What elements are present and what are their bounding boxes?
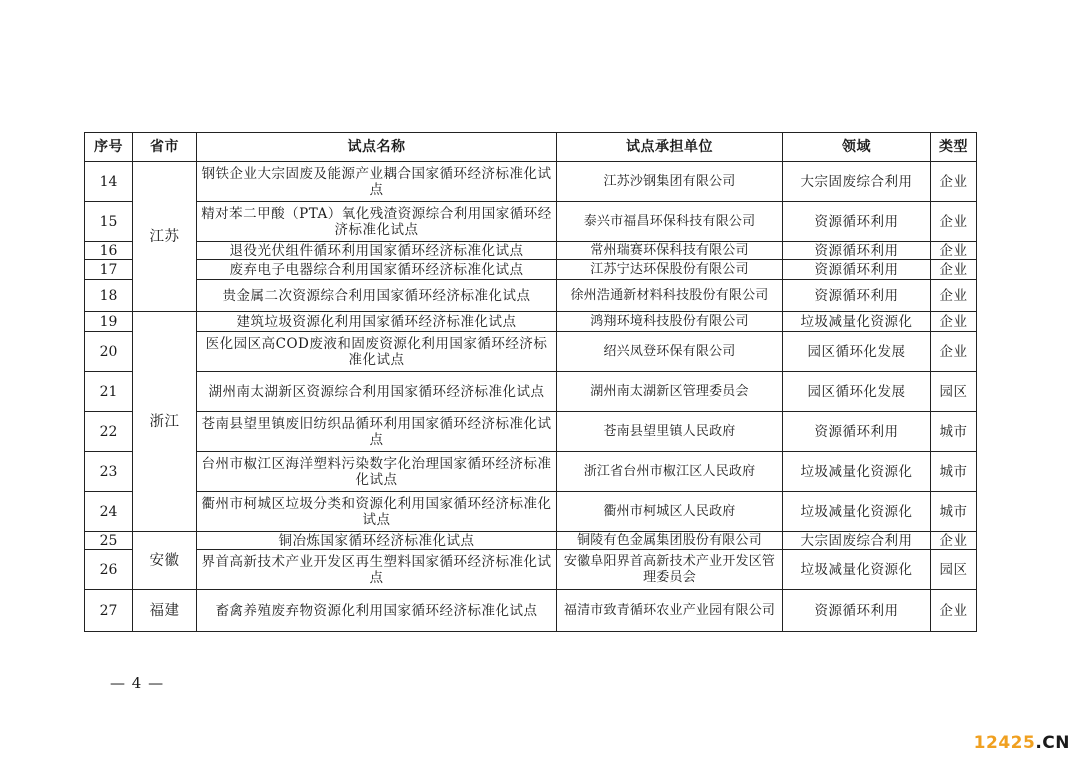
row-unit: 江苏宁达环保股份有限公司 [557, 260, 783, 280]
row-seq: 26 [85, 550, 133, 590]
row-seq: 18 [85, 280, 133, 312]
row-type: 城市 [931, 492, 977, 532]
row-field: 资源循环利用 [783, 590, 931, 632]
row-field: 资源循环利用 [783, 280, 931, 312]
header-province: 省市 [133, 133, 197, 162]
row-pilot-name: 贵金属二次资源综合利用国家循环经济标准化试点 [197, 280, 557, 312]
table-row [85, 242, 977, 260]
row-unit: 鸿翔环境科技股份有限公司 [557, 312, 783, 332]
row-type: 企业 [931, 162, 977, 202]
table-row [85, 162, 977, 202]
row-seq: 24 [85, 492, 133, 532]
row-type: 企业 [931, 280, 977, 312]
row-field: 园区循环化发展 [783, 372, 931, 412]
province-cell-anhui: 安徽 [133, 532, 197, 590]
row-type: 城市 [931, 452, 977, 492]
row-pilot-name: 苍南县望里镇废旧纺织品循环利用国家循环经济标准化试点 [197, 412, 557, 452]
table-row [85, 550, 977, 590]
page-number: — 4 — [110, 674, 165, 692]
row-pilot-name: 精对苯二甲酸（PTA）氧化残渣资源综合利用国家循环经济标准化试点 [197, 202, 557, 242]
row-seq: 20 [85, 332, 133, 372]
row-pilot-name: 畜禽养殖废弃物资源化利用国家循环经济标准化试点 [197, 590, 557, 632]
table-row [85, 532, 977, 550]
row-unit: 江苏沙钢集团有限公司 [557, 162, 783, 202]
row-seq: 16 [85, 242, 133, 260]
site-watermark [974, 733, 1070, 753]
row-type: 企业 [931, 242, 977, 260]
row-type: 园区 [931, 550, 977, 590]
row-seq: 23 [85, 452, 133, 492]
row-type: 城市 [931, 412, 977, 452]
watermark-number: 12425 [973, 733, 1036, 753]
row-pilot-name: 废弃电子电器综合利用国家循环经济标准化试点 [197, 260, 557, 280]
row-unit: 铜陵有色金属集团股份有限公司 [557, 532, 783, 550]
row-type: 企业 [931, 202, 977, 242]
row-type: 园区 [931, 372, 977, 412]
header-pilot-name: 试点名称 [197, 133, 557, 162]
row-unit: 泰兴市福昌环保科技有限公司 [557, 202, 783, 242]
row-seq: 25 [85, 532, 133, 550]
row-unit: 安徽阜阳界首高新技术产业开发区管理委员会 [557, 550, 783, 590]
row-seq: 15 [85, 202, 133, 242]
row-field: 资源循环利用 [783, 202, 931, 242]
row-pilot-name: 退役光伏组件循环利用国家循环经济标准化试点 [197, 242, 557, 260]
table-row [85, 260, 977, 280]
table-row [85, 332, 977, 372]
row-pilot-name: 医化园区高COD废液和固废资源化利用国家循环经济标准化试点 [197, 332, 557, 372]
table-row [85, 280, 977, 312]
table-row [85, 202, 977, 242]
header-type: 类型 [931, 133, 977, 162]
row-unit: 苍南县望里镇人民政府 [557, 412, 783, 452]
row-unit: 福清市致青循环农业产业园有限公司 [557, 590, 783, 632]
row-type: 企业 [931, 532, 977, 550]
table-row [85, 412, 977, 452]
row-field: 垃圾减量化资源化 [783, 550, 931, 590]
table-header-row [85, 133, 977, 162]
province-cell-fujian: 福建 [133, 590, 197, 632]
row-type: 企业 [931, 260, 977, 280]
row-seq: 27 [85, 590, 133, 632]
row-seq: 19 [85, 312, 133, 332]
row-type: 企业 [931, 312, 977, 332]
province-cell-jiangsu: 江苏 [133, 162, 197, 312]
row-pilot-name: 湖州南太湖新区资源综合利用国家循环经济标准化试点 [197, 372, 557, 412]
table-row [85, 590, 977, 632]
table-row [85, 492, 977, 532]
header-seq: 序号 [85, 133, 133, 162]
row-unit: 衢州市柯城区人民政府 [557, 492, 783, 532]
table-row [85, 312, 977, 332]
row-type: 企业 [931, 590, 977, 632]
row-pilot-name: 铜冶炼国家循环经济标准化试点 [197, 532, 557, 550]
row-field: 资源循环利用 [783, 260, 931, 280]
row-pilot-name: 台州市椒江区海洋塑料污染数字化治理国家循环经济标准化试点 [197, 452, 557, 492]
row-field: 园区循环化发展 [783, 332, 931, 372]
row-seq: 22 [85, 412, 133, 452]
row-unit: 浙江省台州市椒江区人民政府 [557, 452, 783, 492]
row-field: 垃圾减量化资源化 [783, 312, 931, 332]
row-field: 大宗固废综合利用 [783, 532, 931, 550]
row-pilot-name: 建筑垃圾资源化利用国家循环经济标准化试点 [197, 312, 557, 332]
row-seq: 14 [85, 162, 133, 202]
row-unit: 徐州浩通新材料科技股份有限公司 [557, 280, 783, 312]
header-field: 领域 [783, 133, 931, 162]
row-type: 企业 [931, 332, 977, 372]
row-field: 资源循环利用 [783, 412, 931, 452]
row-pilot-name: 界首高新技术产业开发区再生塑料国家循环经济标准化试点 [197, 550, 557, 590]
table-row [85, 452, 977, 492]
row-field: 垃圾减量化资源化 [783, 452, 931, 492]
pilot-list-table [84, 132, 977, 632]
row-field: 大宗固废综合利用 [783, 162, 931, 202]
province-cell-zhejiang: 浙江 [133, 312, 197, 532]
row-seq: 21 [85, 372, 133, 412]
row-unit: 湖州南太湖新区管理委员会 [557, 372, 783, 412]
row-field: 垃圾减量化资源化 [783, 492, 931, 532]
row-unit: 绍兴凤登环保有限公司 [557, 332, 783, 372]
header-unit: 试点承担单位 [557, 133, 783, 162]
row-unit: 常州瑞赛环保科技有限公司 [557, 242, 783, 260]
row-pilot-name: 衢州市柯城区垃圾分类和资源化利用国家循环经济标准化试点 [197, 492, 557, 532]
watermark-domain: .CN [1035, 733, 1070, 753]
row-pilot-name: 钢铁企业大宗固废及能源产业耦合国家循环经济标准化试点 [197, 162, 557, 202]
row-field: 资源循环利用 [783, 242, 931, 260]
row-seq: 17 [85, 260, 133, 280]
table-row [85, 372, 977, 412]
